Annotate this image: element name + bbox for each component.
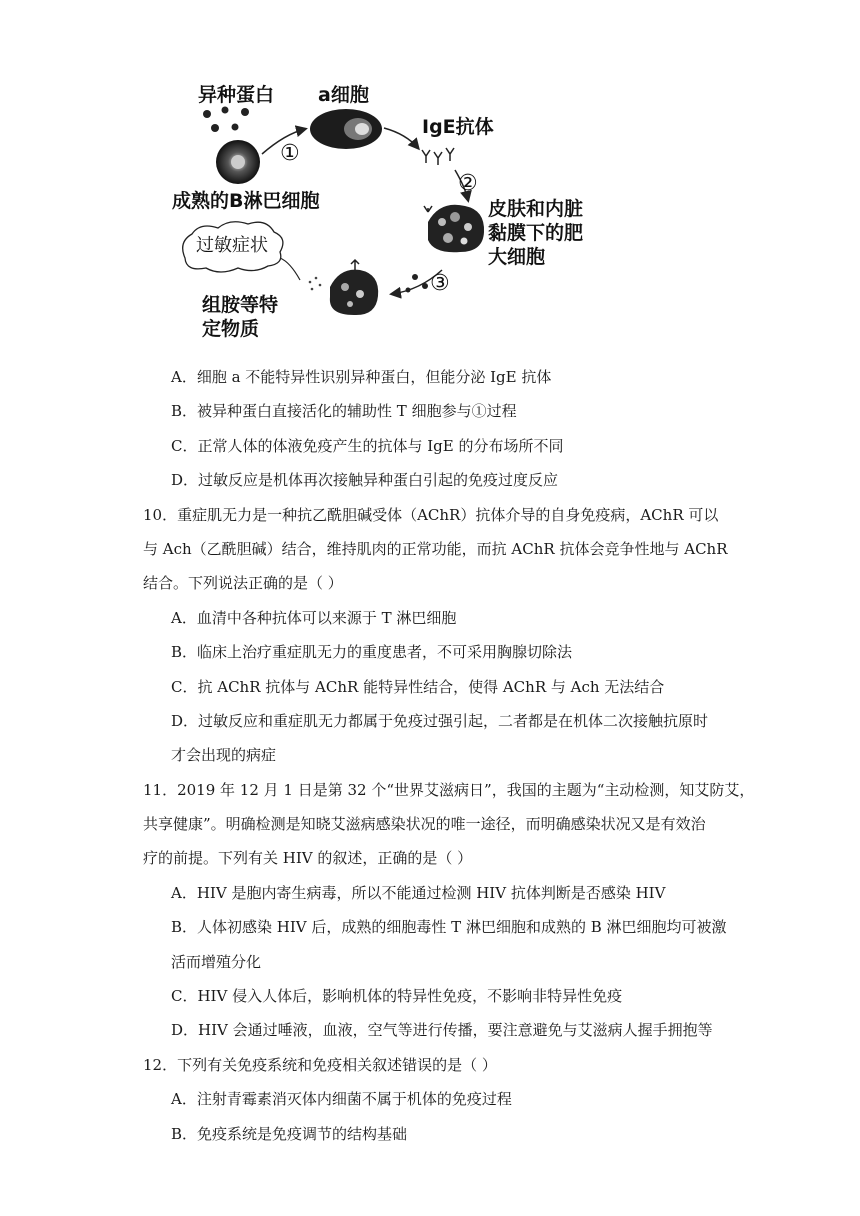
- q11-stem-line-2: 共享健康”。明确检测是知晓艾滋病感染状况的唯一途径，而明确感染状况又是有效治: [143, 815, 706, 834]
- label-histamine: [202, 294, 278, 342]
- q9-option-b: B．被异种蛋白直接活化的辅助性 T 细胞参与①过程: [171, 402, 517, 421]
- q10-option-d-cont: 才会出现的病症: [171, 746, 277, 765]
- q11-option-b-cont: 活而增殖分化: [171, 952, 262, 971]
- q11-option-c: C．HIV 侵入人体后，影响机体的特异性免疫，不影响非特异性免疫: [171, 987, 623, 1006]
- mast-cell-line-1: 皮肤和内脏: [488, 198, 584, 220]
- label-step2: ②: [458, 171, 478, 196]
- arrow-to-allergy: [280, 258, 300, 280]
- q11-option-a: A．HIV 是胞内寄生病毒，所以不能通过检测 HIV 抗体判断是否感染 HIV: [171, 883, 666, 902]
- released-granules: [406, 274, 429, 293]
- q12-option-b: B．免疫系统是免疫调节的结构基础: [171, 1124, 408, 1143]
- question-content: [143, 360, 755, 1151]
- ige-antibody-graphic: [422, 148, 454, 165]
- q11-stem-line-3: 疗的前提。下列有关 HIV 的叙述，正确的是（ ）: [143, 849, 473, 868]
- degranulated-mast-cell-graphic: [330, 260, 378, 315]
- q9-option-c: C．正常人体的体液免疫产生的抗体与 IgE 的分布场所不同: [171, 436, 564, 455]
- q10-option-b: B．临床上治疗重症肌无力的重度患者，不可采用胸腺切除法: [171, 643, 573, 662]
- q10-option-c: C．抗 AChR 抗体与 AChR 能特异性结合，使得 AChR 与 Ach 无法结合: [171, 677, 665, 696]
- label-mast-cell: [488, 198, 583, 269]
- q11-stem-line-1: 11．2019 年 12 月 1 日是第 32 个“世界艾滋病日”，我国的主题为“主动检测，知艾防艾，: [143, 780, 755, 799]
- cell-a-graphic: [310, 109, 382, 149]
- q9-option-d: D．过敏反应是机体再次接触异种蛋白引起的免疫过度反应: [171, 471, 559, 490]
- label-ige: IgE抗体: [422, 116, 494, 138]
- histamine-line-2: 定物质: [202, 317, 260, 340]
- mast-cell-line-3: 大细胞: [488, 245, 546, 268]
- label-allergy: 过敏症状: [196, 235, 268, 256]
- q10-option-d: D．过敏反应和重症肌无力都属于免疫过强引起，二者都是在机体二次接触抗原时: [171, 711, 709, 730]
- label-cell-a: a细胞: [318, 84, 369, 106]
- q12-option-a: A．注射青霉素消灭体内细菌不属于机体的免疫过程: [171, 1090, 512, 1109]
- arrow-to-ige: [384, 128, 418, 148]
- mast-cell-graphic: [424, 205, 484, 253]
- q10-stem-line-3: 结合。下列说法正确的是（ ）: [143, 574, 343, 593]
- q10-option-a: A．血清中各种抗体可以来源于 T 淋巴细胞: [171, 608, 457, 627]
- q10-stem-line-1: 10．重症肌无力是一种抗乙酰胆碱受体（AChR）抗体介导的自身免疫病，AChR 可以: [143, 505, 719, 524]
- histamine-line-1: 组胺等特: [202, 294, 279, 316]
- q11-option-b: B．人体初感染 HIV 后，成熟的细胞毒性 T 淋巴细胞和成熟的 B 淋巴细胞均可被激: [171, 918, 727, 937]
- foreign-protein-dots: [203, 107, 249, 133]
- mast-cell-line-2: 黏膜下的肥: [488, 221, 584, 244]
- label-step1: ①: [280, 141, 300, 166]
- label-foreign-protein: 异种蛋白: [198, 84, 275, 106]
- label-b-cell: 成熟的B淋巴细胞: [172, 190, 320, 212]
- q10-stem-line-2: 与 Ach（乙酰胆碱）结合，维持肌肉的正常功能，而抗 AChR 抗体会竞争性地与 AChR: [143, 539, 728, 558]
- q9-option-a: A．细胞 a 不能特异性识别异种蛋白，但能分泌 IgE 抗体: [171, 368, 552, 386]
- label-step3: ③: [430, 271, 450, 296]
- q12-stem: 12．下列有关免疫系统和免疫相关叙述错误的是（ ）: [143, 1055, 497, 1074]
- immune-diagram: [150, 72, 650, 362]
- b-cell-graphic: [216, 140, 260, 184]
- q11-option-d: D．HIV 会通过唾液，血液，空气等进行传播，要注意避免与艾滋病人握手拥抱等: [171, 1021, 713, 1040]
- histamine-dots: [309, 277, 322, 291]
